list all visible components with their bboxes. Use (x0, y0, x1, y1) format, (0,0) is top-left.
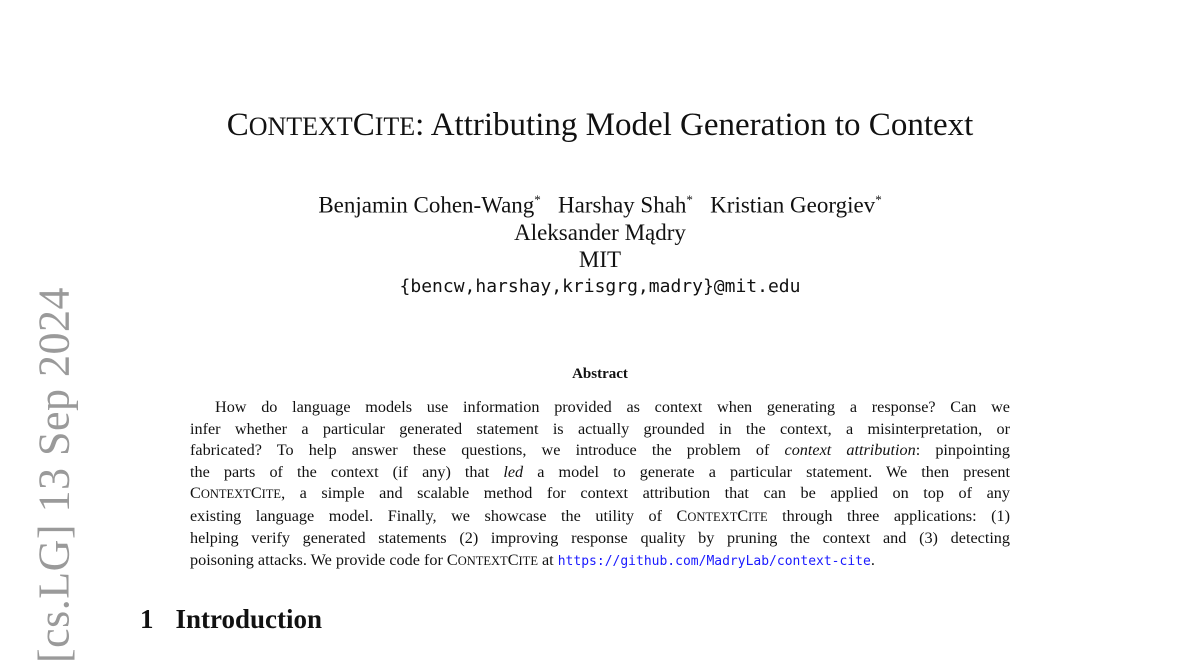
author-1-mark: * (534, 192, 541, 207)
author-2: Harshay Shah (558, 192, 687, 218)
paper-title (120, 107, 1080, 144)
abstract-text: fabricated? To help answer these questions, we introduce the problem of (190, 441, 785, 459)
author-1: Benjamin Cohen-Wang (318, 192, 535, 218)
title-rest: : Attributing Model Generation to Context (415, 107, 974, 143)
arxiv-side-stamp (14, 286, 94, 663)
author-3-mark: * (875, 192, 882, 207)
title-smallcaps-c2: C (352, 107, 375, 143)
abstract-body (190, 397, 1010, 572)
abstract-smallcaps: ONTEXT (200, 487, 251, 501)
abstract-heading: Abstract (572, 366, 628, 382)
abstract-emphasis: context attribution (784, 441, 916, 459)
abstract-text: through three applications: (1) (767, 506, 1010, 525)
title-smallcaps-ite: ITE (374, 112, 416, 141)
abstract-text: poisoning attacks. We provide code for (190, 550, 447, 569)
abstract-text: at (537, 550, 558, 569)
title-smallcaps-ontext: ONTEXT (248, 112, 353, 141)
title-smallcaps-c: C (226, 107, 249, 143)
abstract-smallcaps: C (190, 484, 201, 502)
author-emails: {bencw,harshay,krisgrg,madry}@mit.edu (399, 275, 801, 297)
abstract-line (190, 550, 1010, 573)
author-4: Aleksander Mądry (514, 219, 686, 245)
abstract-emphasis: led (503, 462, 524, 481)
abstract-line (190, 483, 1010, 506)
abstract-line (190, 506, 1010, 529)
abstract-smallcaps: ITE (518, 553, 538, 568)
abstract-line: How do language models use information provided as context when generating a response? Can we (215, 398, 1010, 416)
abstract-smallcaps: ONTEXT (687, 509, 738, 524)
abstract-line (190, 462, 1010, 484)
abstract-smallcaps: ITE (261, 487, 282, 501)
author-line-1 (200, 186, 1000, 219)
abstract-text: . (870, 550, 875, 569)
abstract-line: infer whether a particular generated statement is actually grounded in the context, a misinterpretation, or (190, 419, 1010, 438)
abstract-smallcaps: ITE (748, 509, 768, 524)
abstract-text: : pinpointing (915, 441, 1010, 459)
abstract-smallcaps: C (446, 550, 458, 569)
affiliation: MIT (578, 246, 622, 272)
abstract-smallcaps: C (737, 506, 749, 525)
abstract-text: existing language model. Finally, we showcase the utility of (190, 506, 677, 525)
author-3: Kristian Georgiev (710, 192, 876, 218)
abstract-smallcaps: ONTEXT (457, 553, 508, 568)
section-title: Introduction (175, 604, 323, 634)
section-number: 1 (140, 604, 154, 634)
arxiv-identifier-text: [cs.LG] 13 Sep 2024 (29, 286, 79, 663)
author-block (200, 186, 1000, 300)
abstract-smallcaps: C (676, 506, 688, 525)
abstract-smallcaps: C (507, 550, 519, 569)
abstract-text: , a simple and scalable method for context attribution that can be applied on top of any (281, 484, 1010, 502)
github-link[interactable]: https://github.com/MadryLab/context-cite (557, 553, 871, 569)
abstract-smallcaps: C (250, 484, 262, 502)
author-2-mark: * (686, 192, 693, 207)
abstract-text: a model to generate a particular statement. We then present (523, 462, 1010, 481)
abstract-line (190, 440, 1010, 462)
abstract-text: the parts of the context (if any) that (190, 462, 504, 481)
abstract-line: helping verify generated statements (2) improving response quality by pruning the context and (3) detecting (190, 529, 1010, 547)
section-heading-introduction (140, 604, 322, 635)
